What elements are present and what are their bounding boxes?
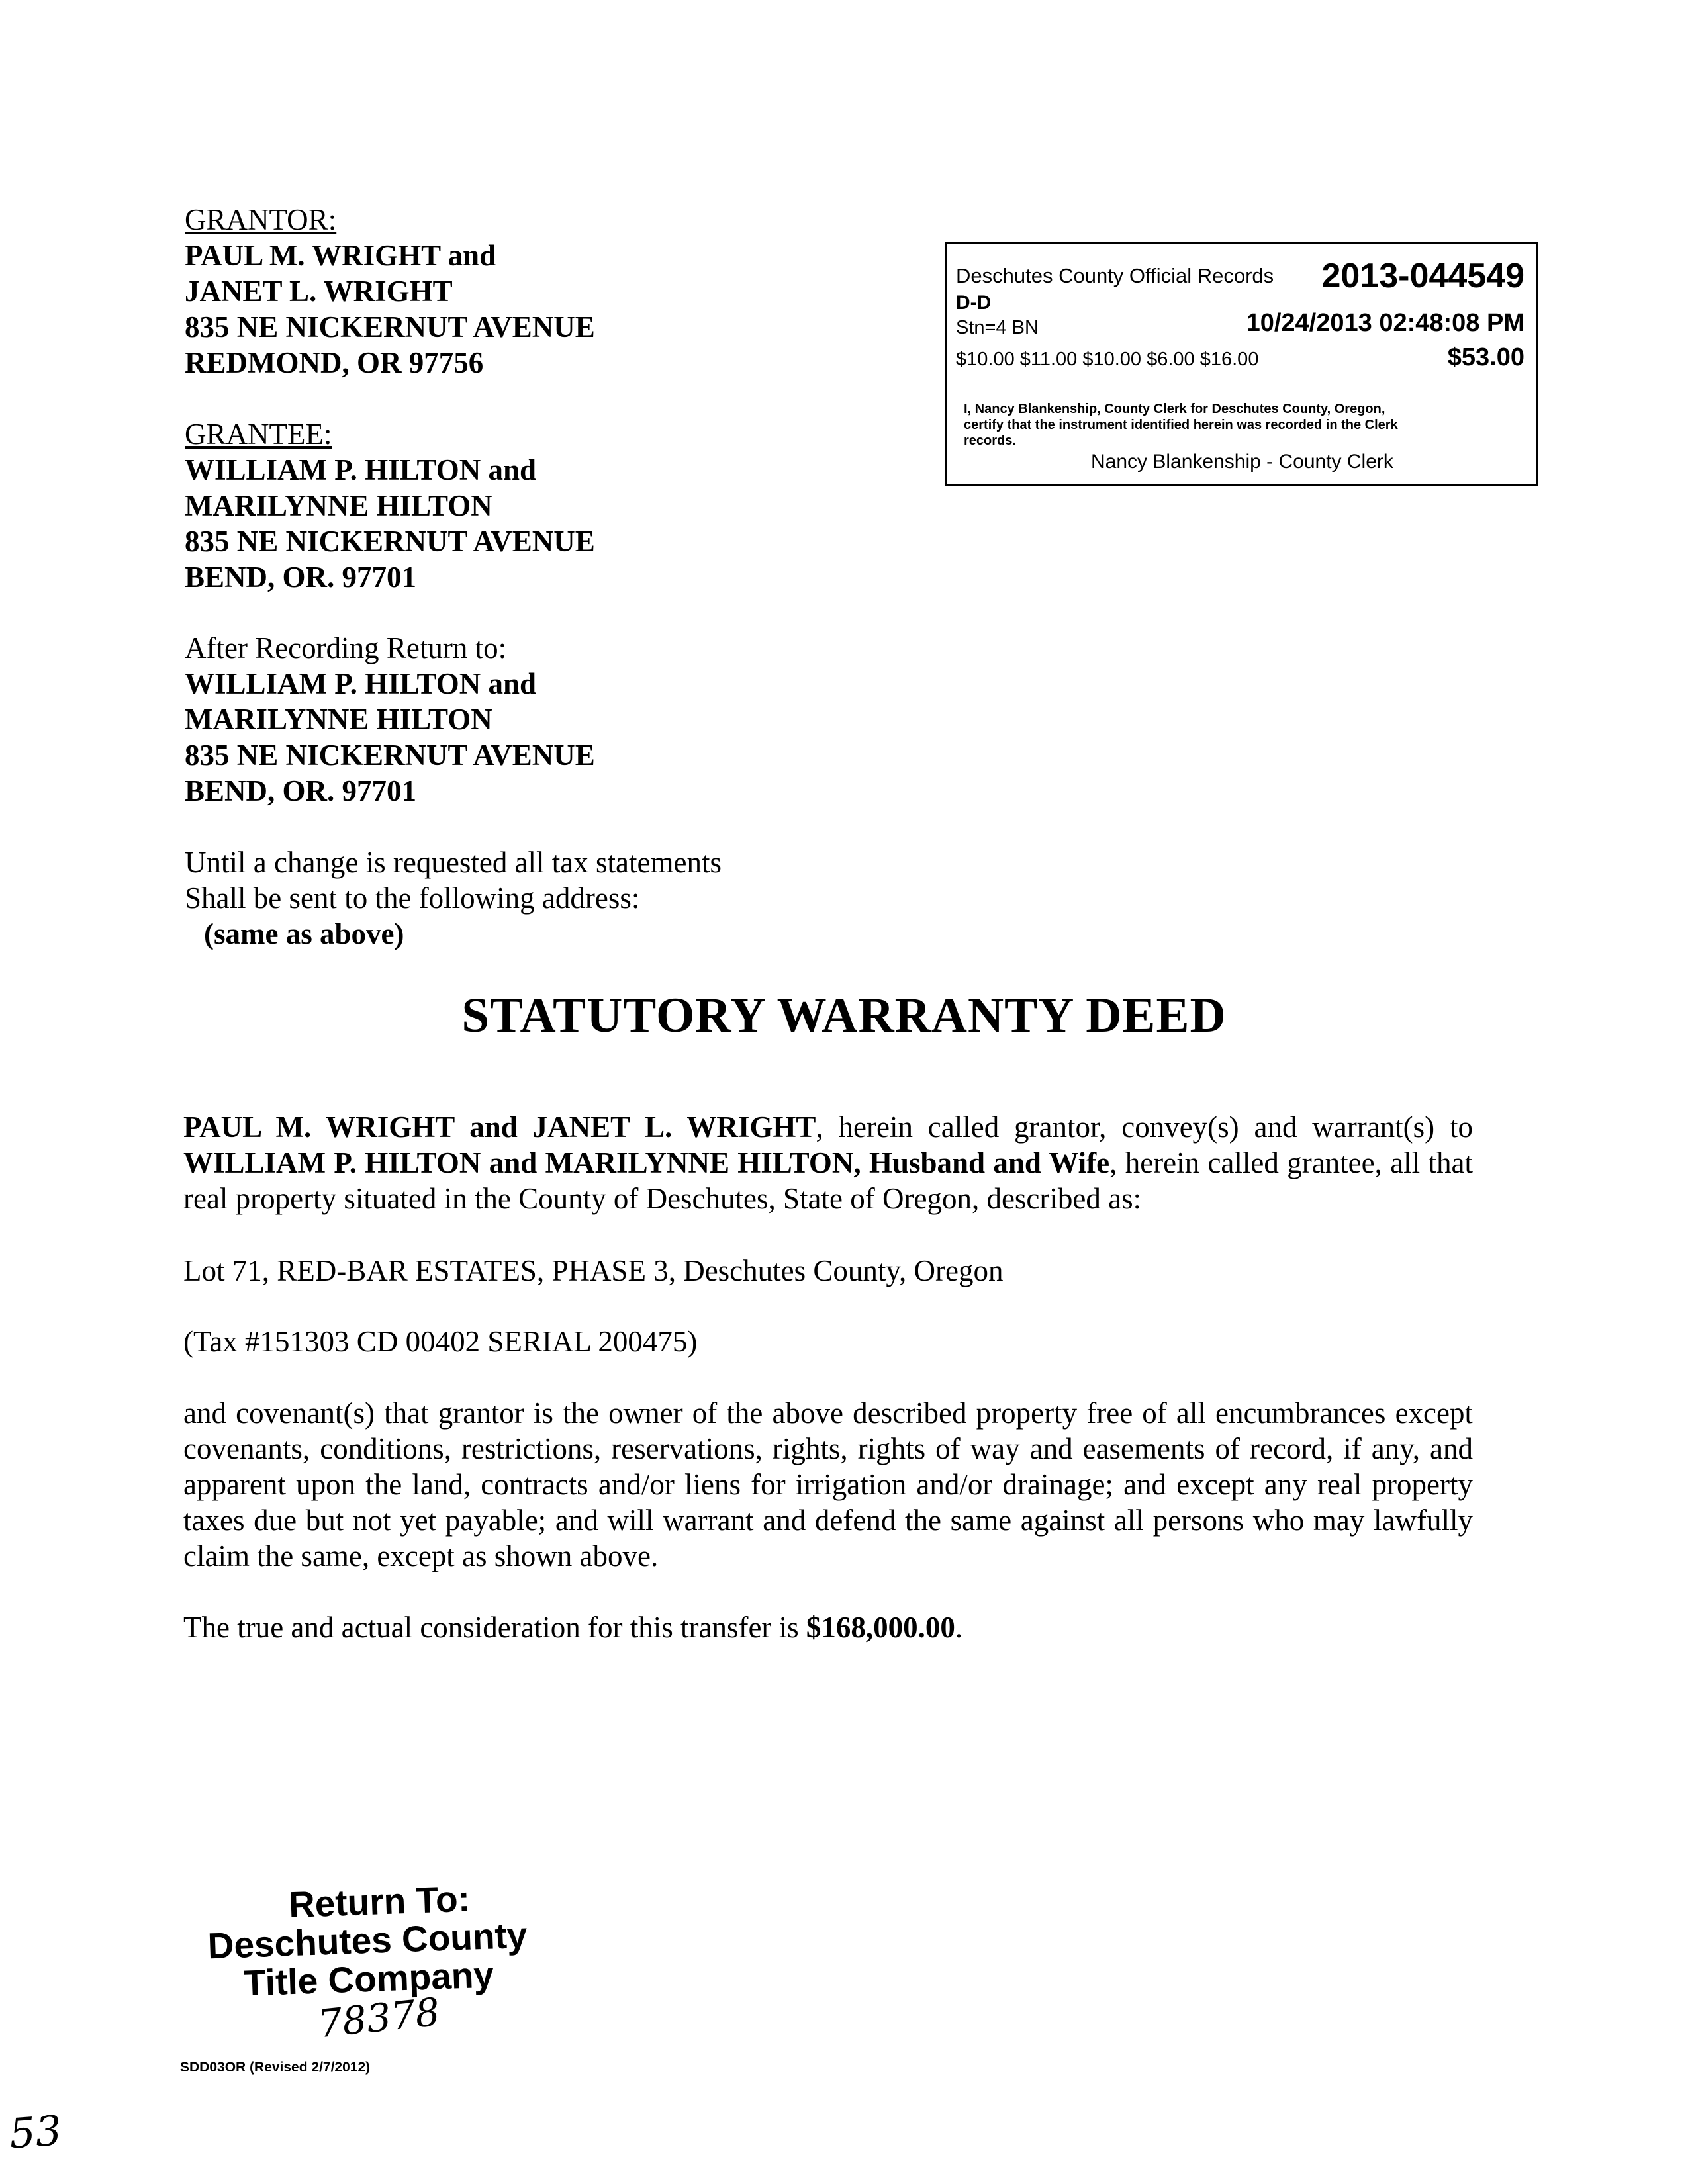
grantor-line: REDMOND, OR 97756 bbox=[185, 346, 484, 379]
stamp-line: Return To: bbox=[287, 1878, 471, 1926]
handwritten-file-number: 78378 bbox=[315, 1989, 442, 2047]
tax-statement-block bbox=[185, 844, 722, 952]
consideration-amount: $168,000.00 bbox=[806, 1611, 955, 1644]
conveyance-paragraph bbox=[183, 1109, 1473, 1216]
recording-doc-type: D-D bbox=[956, 292, 992, 314]
stamp-line: Title Company bbox=[243, 1954, 494, 2004]
grantor-block bbox=[185, 202, 595, 381]
tax-id: (Tax #151303 CD 00402 SERIAL 200475) bbox=[183, 1325, 698, 1358]
recording-total: $53.00 bbox=[1447, 343, 1524, 371]
tax-statement-address: (same as above) bbox=[204, 917, 404, 950]
covenant-paragraph: and covenant(s) that grantor is the owner of the above described property free of all encumbrances except covenants, conditions, restrictions, reservations, rights, rights of way and easements of record, if any, and apparent upon the land, contracts and/or liens for irrigation and/or drainage; and except any real property taxes due but not yet payable; and will warrant and defend the same against all persons who may lawfully claim the same, except as shown above. bbox=[183, 1396, 1473, 1572]
grantor-line: 835 NE NICKERNUT AVENUE bbox=[185, 310, 595, 343]
form-id: SDD03OR (Revised 2/7/2012) bbox=[180, 2060, 371, 2075]
conveyance-text: , herein called grantor, convey(s) and warrant(s) to bbox=[816, 1111, 1473, 1144]
return-to-label: After Recording Return to: bbox=[185, 631, 507, 664]
consideration-end: . bbox=[955, 1611, 963, 1644]
recording-certification: I, Nancy Blankenship, County Clerk for Deschutes County, Oregon, bbox=[964, 402, 1385, 416]
stamp-line: Deschutes County bbox=[207, 1914, 528, 1967]
return-to-line: MARILYNNE HILTON bbox=[185, 703, 492, 736]
recording-clerk-name: Nancy Blankenship - County Clerk bbox=[1091, 451, 1393, 473]
recording-certification: certify that the instrument identified herein was recorded in the Clerk bbox=[964, 418, 1398, 432]
recording-certification: records. bbox=[964, 433, 1016, 448]
return-to-line: 835 NE NICKERNUT AVENUE bbox=[185, 739, 595, 772]
grantee-line: 835 NE NICKERNUT AVENUE bbox=[185, 525, 595, 558]
recording-datetime: 10/24/2013 02:48:08 PM bbox=[1246, 309, 1524, 337]
grantee-line: WILLIAM P. HILTON and bbox=[185, 453, 537, 486]
handwritten-page-number: 53 bbox=[7, 2106, 64, 2158]
legal-description: Lot 71, RED-BAR ESTATES, PHASE 3, Deschutes County, Oregon bbox=[183, 1254, 1004, 1287]
recording-station: Stn=4 BN bbox=[956, 317, 1039, 338]
grantee-line: MARILYNNE HILTON bbox=[185, 489, 492, 522]
recording-fees: $10.00 $11.00 $10.00 $6.00 $16.00 bbox=[956, 349, 1259, 370]
consideration-paragraph bbox=[183, 1610, 1473, 1645]
deed-title: STATUTORY WARRANTY DEED bbox=[461, 988, 1227, 1043]
tax-statement-line: Until a change is requested all tax statements bbox=[185, 846, 722, 879]
consideration-text: The true and actual consideration for this transfer is bbox=[183, 1611, 806, 1644]
tax-statement-line: Shall be sent to the following address: bbox=[185, 882, 640, 915]
grantee-line: BEND, OR. 97701 bbox=[185, 561, 417, 594]
return-to-block bbox=[185, 630, 595, 809]
conveyance-text: , herein called grantee, all that real property situated in the County of Deschutes, State of Oregon, described as: bbox=[183, 1146, 1473, 1215]
grantor-line: PAUL M. WRIGHT and bbox=[185, 239, 496, 272]
grantor-line: JANET L. WRIGHT bbox=[185, 275, 453, 308]
grantor-names: PAUL M. WRIGHT and JANET L. WRIGHT bbox=[183, 1111, 816, 1144]
recording-office: Deschutes County Official Records bbox=[956, 264, 1274, 287]
grantee-label: GRANTEE: bbox=[185, 418, 332, 451]
return-to-stamp bbox=[187, 1877, 548, 2005]
grantee-block bbox=[185, 416, 595, 595]
recording-doc-number: 2013-044549 bbox=[1321, 257, 1524, 295]
grantor-label: GRANTOR: bbox=[185, 203, 337, 236]
return-to-line: BEND, OR. 97701 bbox=[185, 774, 417, 807]
return-to-line: WILLIAM P. HILTON and bbox=[185, 667, 537, 700]
grantee-names: WILLIAM P. HILTON and MARILYNNE HILTON, Husband and Wife bbox=[183, 1146, 1110, 1179]
recording-stamp-box bbox=[945, 242, 1538, 486]
